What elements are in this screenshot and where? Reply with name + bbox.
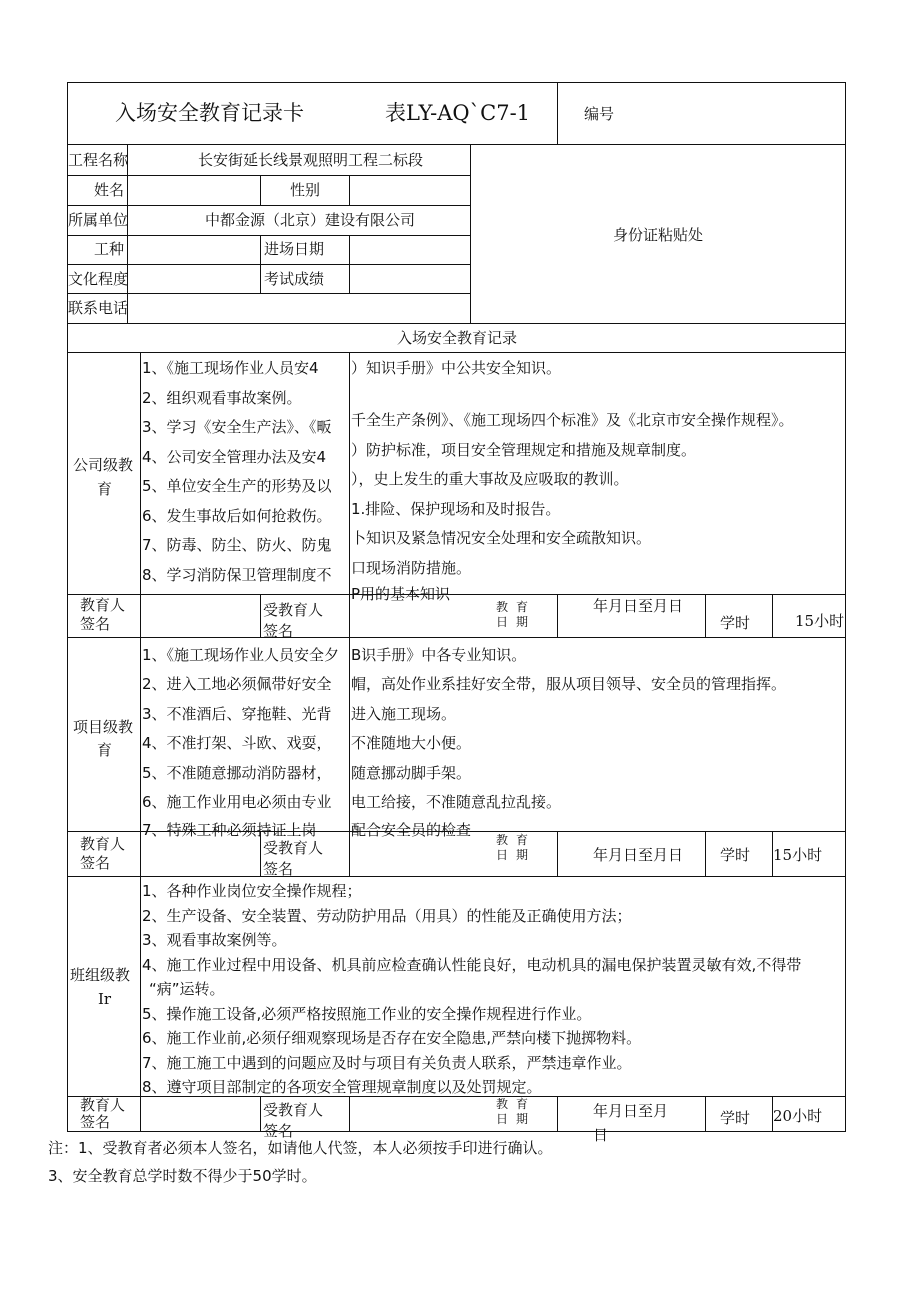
list-item: 4、施工作业过程中用设备、机具前应检查确认性能良好，电动机具的漏电保护装置灵敏有效,不得带 (142, 956, 802, 974)
rule (470, 144, 471, 323)
list-item: 不准随地大小便。 (351, 734, 472, 752)
section-title: 入场安全教育记录 (397, 329, 518, 347)
list-item: ）知识手册》中公共安全知识。 (351, 359, 562, 377)
project-name-value: 长安街延长线景观照明工程二标段 (198, 151, 424, 169)
list-item: 2、组织观看事故案例。 (142, 389, 302, 407)
gender-label: 性别 (290, 181, 321, 199)
list-item: 电工给接，不准随意乱拉乱接。 (351, 793, 562, 811)
company-level-label-2: 育 (97, 480, 113, 498)
unit-label: 所属单位 (68, 211, 129, 229)
project-items-right (350, 638, 845, 839)
list-item: 8、学习消防保卫管理制度不 (142, 566, 332, 584)
company-items-left (141, 353, 349, 594)
rule (557, 594, 558, 637)
number-label: 编号 (584, 105, 615, 123)
list-item: 2、进入工地必须佩带好安全 (142, 675, 332, 693)
rule (349, 594, 350, 637)
list-item: 口现场消防措施。 (351, 559, 472, 577)
trade-label: 工种 (94, 240, 125, 258)
company-date-label: 教育日期 (496, 600, 537, 629)
border-bottom (67, 1131, 846, 1132)
project-date-value: 年月日至月日 (593, 846, 684, 864)
list-item: 帽，高处作业系挂好安全带，服从项目领导、安全员的管理指挥。 (351, 675, 787, 693)
company-level-label: 公司级教 (73, 456, 134, 474)
company-items-right (350, 353, 845, 603)
id-card-placeholder: 身份证粘贴处 (613, 226, 704, 244)
list-item: 6、施工作业前,必须仔细观察现场是否存在安全隐患,严禁向楼下抛掷物料。 (142, 1029, 642, 1047)
rule (260, 235, 261, 293)
project-date-label: 教育日期 (496, 833, 537, 862)
list-item: 千全生产条例》、《施工现场四个标准》及《北京市安全操作规程》。 (351, 411, 794, 429)
rule (705, 594, 706, 637)
rule (349, 235, 350, 293)
rule (349, 1096, 350, 1131)
rule (67, 594, 846, 595)
rule (705, 831, 706, 876)
note-1: 注：1、受教育者必须本人签名，如请他人代签，本人必须按手印进行确认。 (48, 1139, 553, 1157)
list-item: 配合安全员的检查 (351, 821, 472, 839)
list-item: 随意挪动脚手架。 (351, 764, 472, 782)
project-items-left (141, 638, 349, 839)
company-hours-value: 15小时 (795, 612, 845, 630)
education-level-label: 文化程度 (68, 270, 129, 288)
rule (349, 831, 350, 876)
list-item: 1、《施工现场作业人员安4 (142, 359, 319, 377)
project-level-label: 项目级教 (73, 718, 134, 736)
list-item: 8、遵守项目部制定的各项安全管理规章制度以及处罚规定。 (142, 1078, 542, 1096)
team-date-value: 年月日至月日 (593, 1102, 669, 1144)
rule (260, 175, 261, 205)
team-level-label-2: Ir (98, 990, 112, 1008)
rule (349, 175, 350, 205)
list-item: 7、特殊工种必须持证上岗 (142, 821, 317, 839)
unit-value: 中都金源（北京）建设有限公司 (205, 211, 416, 229)
form-number: 表LY-AQ`C7-1 (385, 101, 531, 125)
list-item: 1.排险、保护现场和及时报告。 (351, 500, 561, 518)
page-title: 入场安全教育记录卡 (115, 101, 304, 125)
team-level-label: 班组级教 (70, 966, 131, 984)
rule (127, 144, 128, 323)
rule (772, 594, 773, 637)
company-educator-label: 教育人签名 (80, 596, 126, 633)
entry-date-label: 进场日期 (264, 240, 325, 258)
list-item: 1、各种作业岗位安全操作规程； (142, 882, 362, 900)
list-item: P用的基本知识 (351, 585, 451, 603)
list-item: ）防护标准，项目安全管理规定和措施及规章制度。 (351, 441, 697, 459)
team-hours-value: 20小时 (773, 1107, 823, 1125)
company-date-value: 年月日至月日 (593, 597, 684, 615)
list-item: ），史上发生的重大事故及应吸取的教训。 (351, 470, 629, 488)
border-top (67, 82, 846, 83)
rule (557, 831, 558, 876)
company-educatee-label: 受教育人签名 (263, 601, 324, 640)
rule (67, 323, 846, 324)
company-hours-label: 学时 (720, 614, 751, 632)
list-item: 4、公司安全管理办法及安4 (142, 448, 327, 466)
project-hours-label: 学时 (720, 846, 751, 864)
list-item: 5、单位安全生产的形势及以 (142, 477, 332, 495)
list-item: 6、施工作业用电必须由专业 (142, 793, 332, 811)
list-item: 1、《施工现场作业人员安全夕 (142, 646, 340, 664)
name-label: 姓名 (94, 181, 125, 199)
team-hours-label: 学时 (720, 1109, 751, 1127)
exam-score-label: 考试成绩 (264, 270, 325, 288)
project-hours-value: 15小时 (773, 846, 823, 864)
list-item: B识手册》中各专业知识。 (351, 646, 527, 664)
team-educatee-label: 受教育人签名 (263, 1101, 324, 1140)
border-right (845, 82, 846, 1132)
list-item: 5、操作施工设备,必须严格按照施工作业的安全操作规程进行作业。 (142, 1005, 592, 1023)
list-item: 5、不准随意挪动消防器材， (142, 764, 332, 782)
rule (67, 1096, 846, 1097)
list-item: 3、不准酒后、穿拖鞋、光背 (142, 705, 332, 723)
list-item: 6、发生事故后如何抢救伤。 (142, 507, 332, 525)
list-item: 3、观看事故案例等。 (142, 931, 287, 949)
list-item: 3、学习《安全生产法》、《畈 (142, 418, 332, 436)
rule (67, 144, 846, 145)
phone-label: 联系电话 (68, 299, 129, 317)
project-level-label-2: 育 (97, 741, 113, 759)
list-item: 2、生产设备、安全装置、劳动防护用品（用具）的性能及正确使用方法； (142, 907, 632, 925)
list-item: 4、不准打架、斗欧、戏耍， (142, 734, 332, 752)
list-item: “病”运转。 (149, 980, 225, 998)
list-item: 7、防毒、防尘、防火、防鬼 (142, 536, 332, 554)
project-name-label: 工程名称 (68, 151, 129, 169)
team-date-label: 教育日期 (496, 1097, 537, 1126)
note-2: 3、安全教育总学时数不得少于50学时。 (48, 1167, 317, 1185)
rule (705, 1096, 706, 1131)
project-educatee-label: 受教育人签名 (263, 839, 324, 878)
list-item: 卜知识及紧急情况安全处理和安全疏散知识。 (351, 529, 652, 547)
project-educator-label: 教育人签名 (80, 835, 126, 872)
list-item: 7、施工施工中遇到的问题应及时与项目有关负责人联系，严禁违章作业。 (142, 1054, 632, 1072)
team-educator-label: 教育人签名 (80, 1096, 126, 1131)
list-item: 进入施工现场。 (351, 705, 457, 723)
team-items (141, 877, 845, 1096)
rule (557, 82, 558, 144)
